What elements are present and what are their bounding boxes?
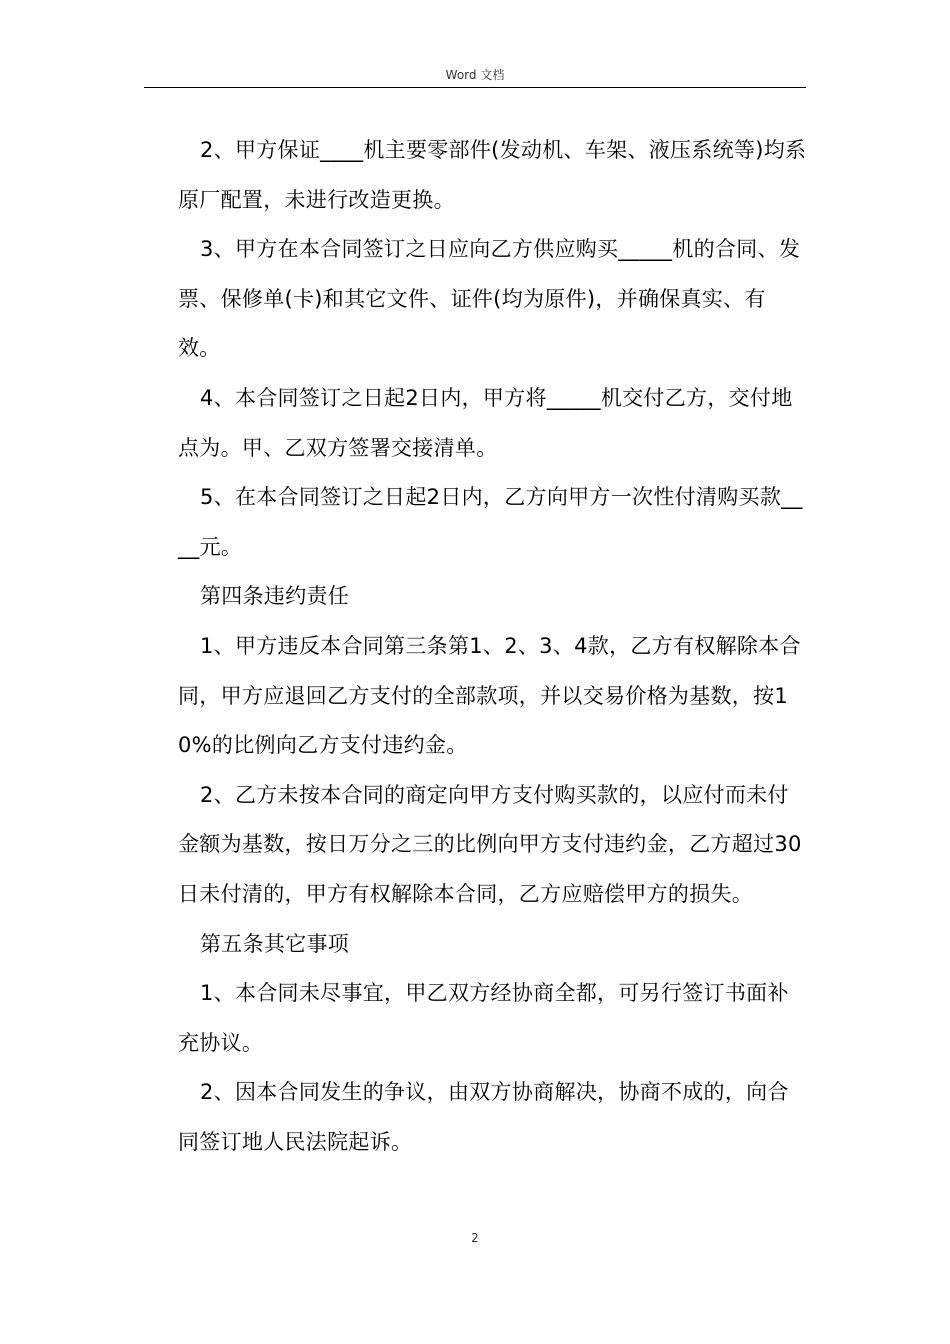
clause-4-item-2: 2、乙方未按本合同的商定向甲方支付购买款的，以应付而未付金额为基数，按日万分之三的比例向甲方支付违约金，乙方超过30日未付清的，甲方有权解除本合同，乙方应赔偿甲方的损失。 [178, 782, 802, 906]
document-body [178, 126, 808, 1167]
clause-5-item-2: 2、因本合同发生的争议，由双方协商解决，协商不成的，向合同签订地人民法院起诉。 [178, 1080, 789, 1154]
clause-3-item-4: 4、本合同签订之日起2日内，甲方将_____机交付乙方，交付地点为。甲、乙双方签署交接清单。 [178, 385, 793, 460]
section-heading-other-matters: 第五条其它事项 [200, 931, 350, 956]
clause-4-item-1: 1、甲方违反本合同第三条第1、2、3、4款，乙方有权解除本合同，甲方应退回乙方支付的全部款项，并以交易价格为基数，按10%的比例向乙方支付违约金。 [178, 633, 801, 758]
page-number: 2 [471, 1231, 479, 1245]
clause-5-item-1: 1、本合同未尽事宜，甲乙双方经协商全都，可另行签订书面补充协议。 [178, 981, 789, 1055]
clause-3-item-3: 3、甲方在本合同签订之日应向乙方供应购买_____机的合同、发票、保修单(卡)和其它文件、证件(均为原件)，并确保真实、有效。 [178, 237, 801, 361]
clause-3-item-5: 5、在本合同签订之日起2日内，乙方向甲方一次性付清购买款____元。 [178, 485, 803, 559]
page-header: Word 文档 [445, 68, 505, 82]
clause-3-item-2: 2、甲方保证____机主要零部件(发动机、车架、液压系统等)均系原厂配置，未进行改造更换。 [178, 138, 807, 212]
section-heading-breach-liability: 第四条违约责任 [200, 584, 350, 609]
header-divider [144, 87, 806, 88]
